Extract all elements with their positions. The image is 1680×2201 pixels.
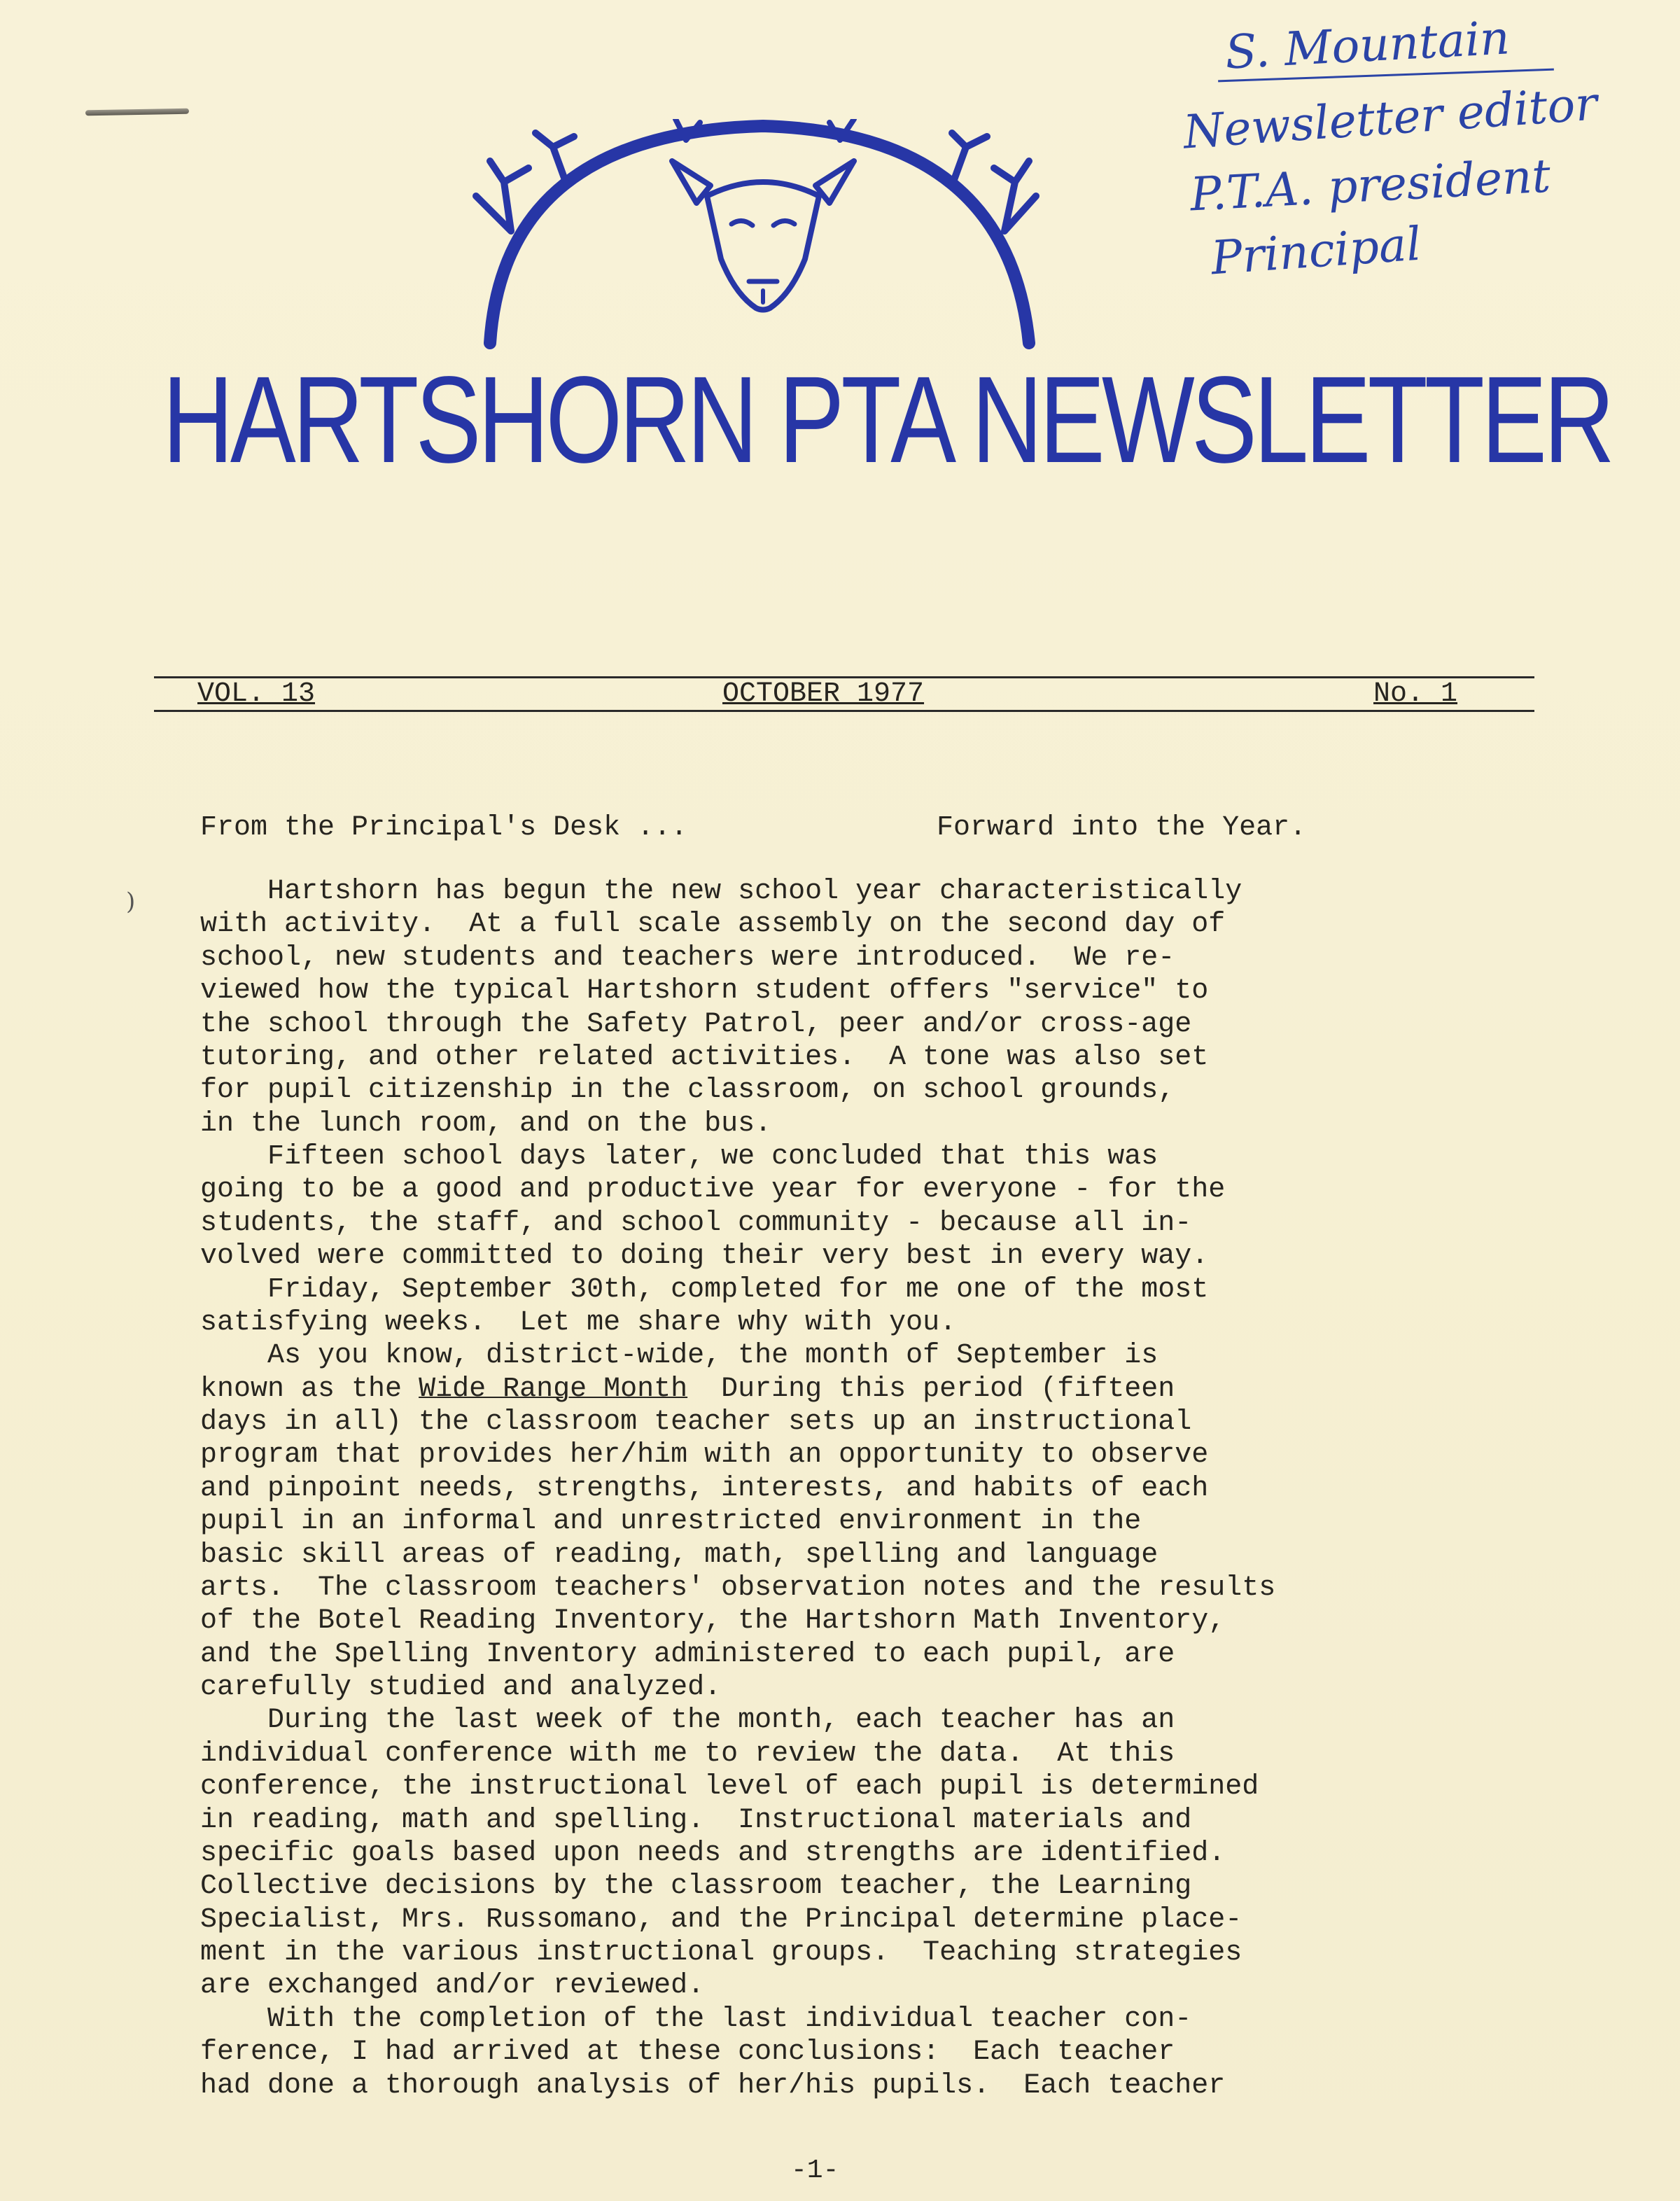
article-line-with-underline — [200, 1373, 1175, 1406]
article-line: with activity. At a full scale assembly on the second day of — [200, 909, 1226, 940]
article-line: ference, I had arrived at these conclusions: Each teacher — [200, 2036, 1175, 2068]
handwritten-note-role-1: Newsletter editor — [1182, 76, 1600, 160]
issue-volume: VOL. 13 — [197, 678, 316, 710]
article-line: basic skill areas of reading, math, spelling and language — [200, 1539, 1158, 1571]
article-line: arts. The classroom teachers' observation notes and the results — [200, 1572, 1276, 1604]
article-line: Friday, September 30th, completed for me one of the most — [200, 1274, 1209, 1306]
article-heading: From the Principal's Desk ... — [200, 812, 688, 844]
article-line: conference, the instructional level of each pupil is determined — [200, 1771, 1259, 1803]
newsletter-title: HARTSHORN PTA NEWSLETTER — [162, 351, 1612, 489]
article-line: Hartshorn has begun the new school year characteristically — [200, 876, 1242, 907]
article-line-end: During this period (fifteen — [687, 1374, 1175, 1405]
article-line: Fifteen school days later, we concluded that this was — [200, 1141, 1158, 1173]
article-line: Collective decisions by the classroom teacher, the Learning — [200, 1871, 1192, 1902]
article-line: days in all) the classroom teacher sets up an instructional — [200, 1406, 1192, 1438]
article-line: carefully studied and analyzed. — [200, 1672, 722, 1703]
article-line: and pinpoint needs, strengths, interests, and habits of each — [200, 1473, 1209, 1504]
article-line: Specialist, Mrs. Russomano, and the Principal determine place- — [200, 1904, 1242, 1936]
article-line: and the Spelling Inventory administered to each pupil, are — [200, 1639, 1175, 1670]
article-line: With the completion of the last individual teacher con- — [200, 2004, 1192, 2035]
article-subheading: Forward into the Year. — [937, 812, 1307, 844]
article-line: pupil in an informal and unrestricted environment in the — [200, 1506, 1142, 1537]
article-line: ment in the various instructional groups. Teaching strategies — [200, 1937, 1242, 1969]
article-line: for pupil citizenship in the classroom, on school grounds, — [200, 1075, 1175, 1106]
article-line: volved were committed to doing their very best in every way. — [200, 1241, 1209, 1272]
article-line: students, the staff, and school community - because all in- — [200, 1208, 1192, 1239]
article-line: of the Botel Reading Inventory, the Hartshorn Math Inventory, — [200, 1605, 1226, 1637]
article-line: tutoring, and other related activities. A tone was also set — [200, 1042, 1209, 1073]
article-line: in the lunch room, and on the bus. — [200, 1108, 772, 1140]
article-line: are exchanged and/or reviewed. — [200, 1970, 705, 2001]
issue-number: No. 1 — [1373, 678, 1458, 710]
article-line-start: known as the — [200, 1374, 419, 1405]
article-line: had done a thorough analysis of her/his pupils. Each teacher — [200, 2070, 1226, 2102]
article-line: As you know, district-wide, the month of September is — [200, 1340, 1158, 1371]
margin-tick-mark: ) — [126, 888, 136, 916]
article-line: program that provides her/him with an opportunity to observe — [200, 1439, 1209, 1471]
handwritten-note-role-3: Principal — [1209, 216, 1423, 286]
article-line: individual conference with me to review the data. At this — [200, 1738, 1175, 1770]
page-number: -1- — [791, 2155, 839, 2186]
article-line: going to be a good and productive year for everyone - for the — [200, 1174, 1226, 1206]
article-line: the school through the Safety Patrol, peer and/or cross-age — [200, 1009, 1192, 1040]
article-line: school, new students and teachers were introduced. We re- — [200, 942, 1175, 974]
handwritten-note-name: S. Mountain — [1224, 11, 1511, 80]
issue-date: OCTOBER 1977 — [722, 678, 925, 710]
article-line: specific goals based upon needs and strengths are identified. — [200, 1838, 1226, 1869]
article-line: in reading, math and spelling. Instructional materials and — [200, 1805, 1192, 1836]
wide-range-month-term: Wide Range Month — [419, 1374, 688, 1405]
article-line: During the last week of the month, each teacher has an — [200, 1705, 1175, 1736]
article-line: viewed how the typical Hartshorn student offers "service" to — [200, 975, 1209, 1007]
handwritten-note-role-2: P.T.A. president — [1189, 148, 1552, 222]
article-line: satisfying weeks. Let me share why with you. — [200, 1307, 957, 1339]
